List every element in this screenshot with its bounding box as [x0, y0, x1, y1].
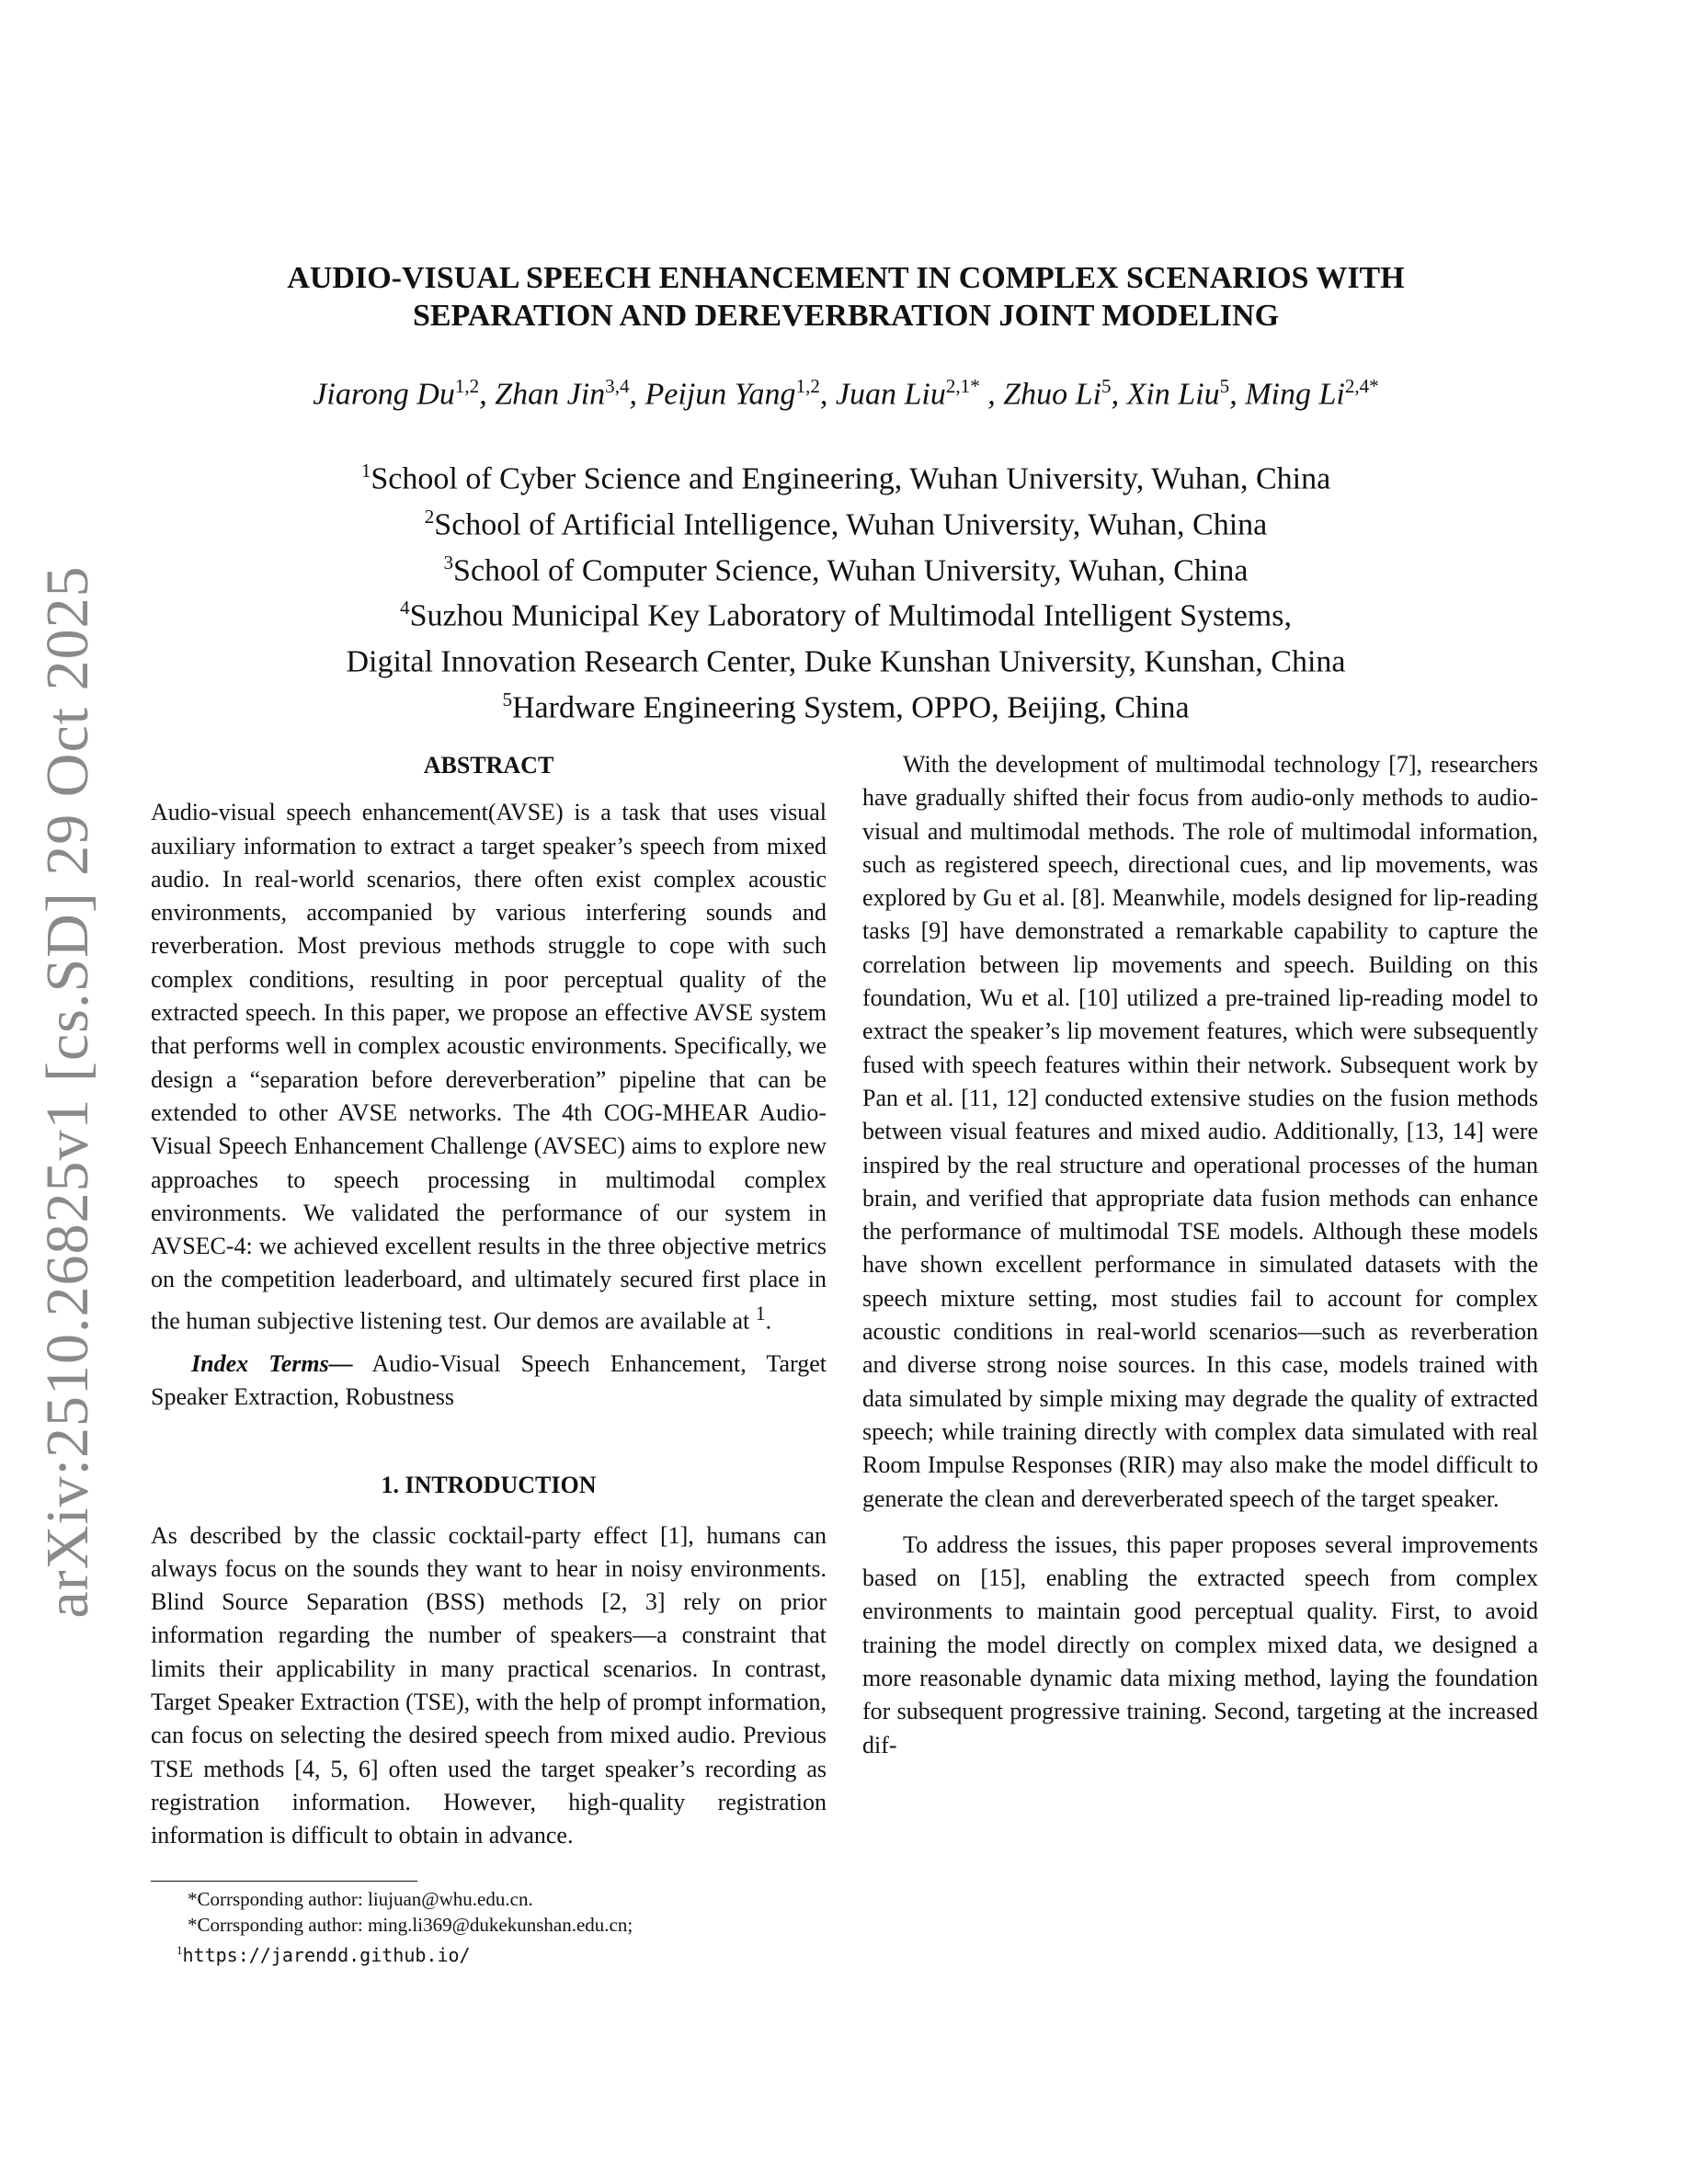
abstract-body — [151, 796, 827, 1337]
author-marks: 5 — [1101, 375, 1112, 397]
introduction-heading: 1. INTRODUCTION — [381, 1472, 597, 1499]
introduction-paragraph-3: To address the issues, this paper proposes several improvements based on [15], enabling the extracted speech from complex environments to maintain good perceptual quality. First, to avoid training the model directly on complex mixed data, we designed a more reasonable dynamic data mixing method, laying the foundation for subsequent progressive training. Second, targeting at the increased dif- — [862, 1530, 1538, 1758]
affiliation — [184, 544, 1508, 590]
affiliation-mark: 4 — [400, 597, 410, 620]
author: Juan Liu — [835, 377, 946, 412]
footnote-reference[interactable]: 1 — [755, 1302, 766, 1325]
title-line-1: AUDIO-VISUAL SPEECH ENHANCEMENT IN COMPLEX SCENARIOS WITH — [287, 261, 1405, 295]
affiliation — [184, 635, 1508, 681]
author: Peijun Yang — [644, 377, 796, 412]
affiliation-text: Hardware Engineering System, OPPO, Beijing, China — [511, 690, 1190, 725]
affiliation-text: Suzhou Municipal Key Laboratory of Multimodal Intelligent Systems, — [409, 598, 1292, 633]
right-column — [862, 748, 1538, 1762]
footnote-corresponding-author-1: *Corrsponding author: liujuan@whu.edu.cn. — [188, 1888, 533, 1910]
author-marks: 1,2 — [454, 375, 480, 397]
affiliation-text: School of Computer Science, Wuhan University, Wuhan, China — [453, 552, 1249, 587]
abstract-heading: ABSTRACT — [423, 752, 554, 779]
abstract-end: . — [765, 1307, 772, 1335]
footnote-rule — [151, 1881, 417, 1882]
author-marks: 2,4* — [1344, 375, 1379, 397]
author-marks: 5 — [1219, 375, 1230, 397]
abstract-text: Audio-visual speech enhancement(AVSE) is a task that uses visual auxiliary information to extract a target speaker’s speech from mixed audio. In real-world scenarios, there often exist complex acoustic environments, accompanied by various interfering sounds and reverberation. Most previous methods struggle to cope with such complex conditions, resulting in poor perceptual quality of the extracted speech. In this paper, we propose an effective AVSE system that performs well in complex acoustic environments. Specifically, we design a “separation before dereverberation” pipeline that can be extended to other AVSE networks. The 4th COG-MHEAR Audio-Visual Speech Enhancement Challenge (AVSEC) aims to explore new approaches to speech processing in multimodal complex environments. We validated the performance of our system in AVSEC-4: we achieved excellent results in the three objective metrics on the competition leaderboard, and ultimately secured first place in the human subjective listening test. Our demos are available at — [151, 799, 827, 1335]
author: Ming Li — [1245, 377, 1345, 412]
affiliation — [184, 498, 1508, 544]
author: Jiarong Du — [313, 377, 455, 412]
affiliation-mark: 5 — [502, 688, 512, 711]
author-marks: 1,2 — [795, 375, 820, 397]
left-column — [151, 749, 827, 1853]
affiliation-list — [184, 452, 1508, 727]
author: Xin Liu — [1126, 377, 1220, 412]
author-marks: 3,4 — [605, 375, 630, 397]
affiliation-text: School of Cyber Science and Engineering, Wuhan University, Wuhan, China — [371, 461, 1331, 496]
author: Zhuo Li — [1003, 377, 1102, 412]
affiliation-mark: 1 — [360, 460, 371, 482]
arxiv-identifier-stamp: arXiv:2510.26825v1 [cs.SD] 29 Oct 2025 — [34, 565, 101, 1619]
affiliation-text: Digital Innovation Research Center, Duke Kunshan University, Kunshan, China — [346, 644, 1346, 679]
title-line-2: SEPARATION AND DEREVERBRATION JOINT MODELING — [412, 299, 1280, 333]
index-terms — [151, 1348, 827, 1415]
author-list: Jiarong Du$^{1,2}$, Zhan Jin$^{3,4}$, Peijun Yang$^{1,2}$, Juan Liu$^{2,1*}$ , Zhuo Li$^5$, Xin Liu$^5$, Ming $Li^{2,4*}$ — [313, 375, 1379, 412]
footnotes — [151, 1886, 633, 1968]
affiliation-text: School of Artificial Intelligence, Wuhan University, Wuhan, China — [434, 507, 1268, 542]
affiliation — [184, 589, 1508, 635]
index-terms-label: Index Terms— — [191, 1349, 353, 1377]
introduction-paragraph-1: As described by the classic cocktail-party effect [1], humans can always focus on the sounds they want to hear in noisy environments. Blind Source Separation (BSS) methods [2, 3] rely on prior information regarding the number of speakers—a constraint that limits their applicability in many practical scenarios. In contrast, Target Speaker Extraction (TSE), with the help of prompt information, can focus on selecting the desired speech from mixed audio. Previous TSE methods [4, 5, 6] often used the target speaker’s recording as registration information. However, high-quality registration information is difficult to obtain in advance. — [151, 1521, 827, 1849]
affiliation-mark: 3 — [443, 551, 454, 574]
affiliation — [184, 452, 1508, 498]
affiliation-mark: 2 — [424, 505, 435, 528]
paper-title — [202, 259, 1489, 335]
demo-url-link[interactable]: https://jarendd.github.io/ — [182, 1944, 471, 1966]
author: Zhan Jin — [495, 377, 606, 412]
footnote-mark: 1 — [177, 1943, 183, 1957]
footnote-demo-url — [151, 1938, 633, 1968]
affiliation — [184, 681, 1508, 727]
index-terms-text: Audio-Visual Speech Enhancement, Target Speaker Extraction, Robustness — [151, 1349, 827, 1410]
author-marks: 2,1* — [945, 375, 980, 397]
footnote-corresponding-author-2: *Corrsponding author: ming.li369@dukekunshan.edu.cn; — [188, 1914, 633, 1936]
introduction-paragraph-2: With the development of multimodal technology [7], researchers have gradually shifted their focus from audio-only methods to audio-visual and multimodal methods. The role of multimodal information, such as registered speech, directional cues, and lip movements, was explored by Gu et al. [8]. Meanwhile, models designed for lip-reading tasks [9] have demonstrated a remarkable capability to capture the correlation between lip movements and speech. Building on this foundation, Wu et al. [10] utilized a pre-trained lip-reading model to extract the speaker’s lip movement features, which were subsequently fused with speech features within their network. Subsequent work by Pan et al. [11, 12] conducted extensive studies on the fusion methods between visual features and mixed audio. Additionally, [13, 14] were inspired by the real structure and operational processes of the human brain, and verified that appropriate data fusion methods can enhance the performance of multimodal TSE models. Although these models have shown excellent performance in simulated datasets with the speech mixture setting, most studies fail to account for complex acoustic conditions in real-world scenarios—such as reverberation and diverse strong noise sources. In this case, models trained with data simulated by simple mixing may degrade the quality of extracted speech; while training directly with complex data simulated with real Room Impulse Responses (RIR) may also make the model difficult to generate the clean and dereverberated speech of the target speaker. — [862, 751, 1538, 1512]
